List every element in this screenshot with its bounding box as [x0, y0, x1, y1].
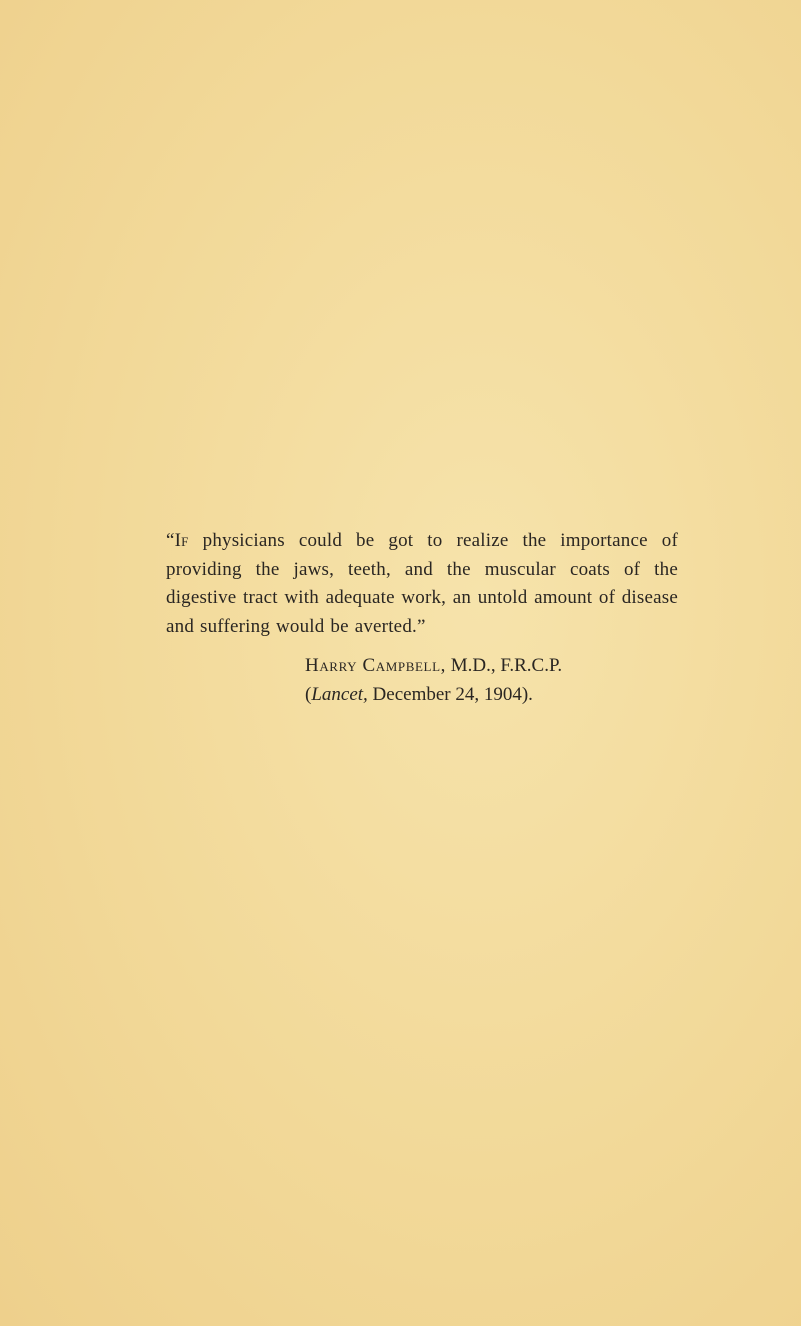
author-credentials: M.D., F.R.C.P.: [445, 655, 563, 676]
author-line: [305, 651, 678, 680]
quote-lead-word: If: [174, 530, 189, 551]
author-name: Harry Campbell,: [305, 655, 446, 676]
epigraph: [166, 527, 678, 709]
source-line: [305, 680, 678, 709]
open-quote-mark: “: [166, 530, 175, 551]
source-journal: Lancet,: [311, 684, 368, 705]
source-open-paren: (: [305, 684, 312, 705]
epigraph-attribution: [166, 651, 678, 709]
quote-body-text: physicians could be got to realize the importance of providing the jaws, teeth, and the muscular coats of the digestive tract with adequate work, an untold amount of disease and suffering would be averted.”: [166, 530, 678, 637]
source-date: December 24, 1904).: [367, 684, 533, 705]
epigraph-quote: [166, 527, 678, 641]
